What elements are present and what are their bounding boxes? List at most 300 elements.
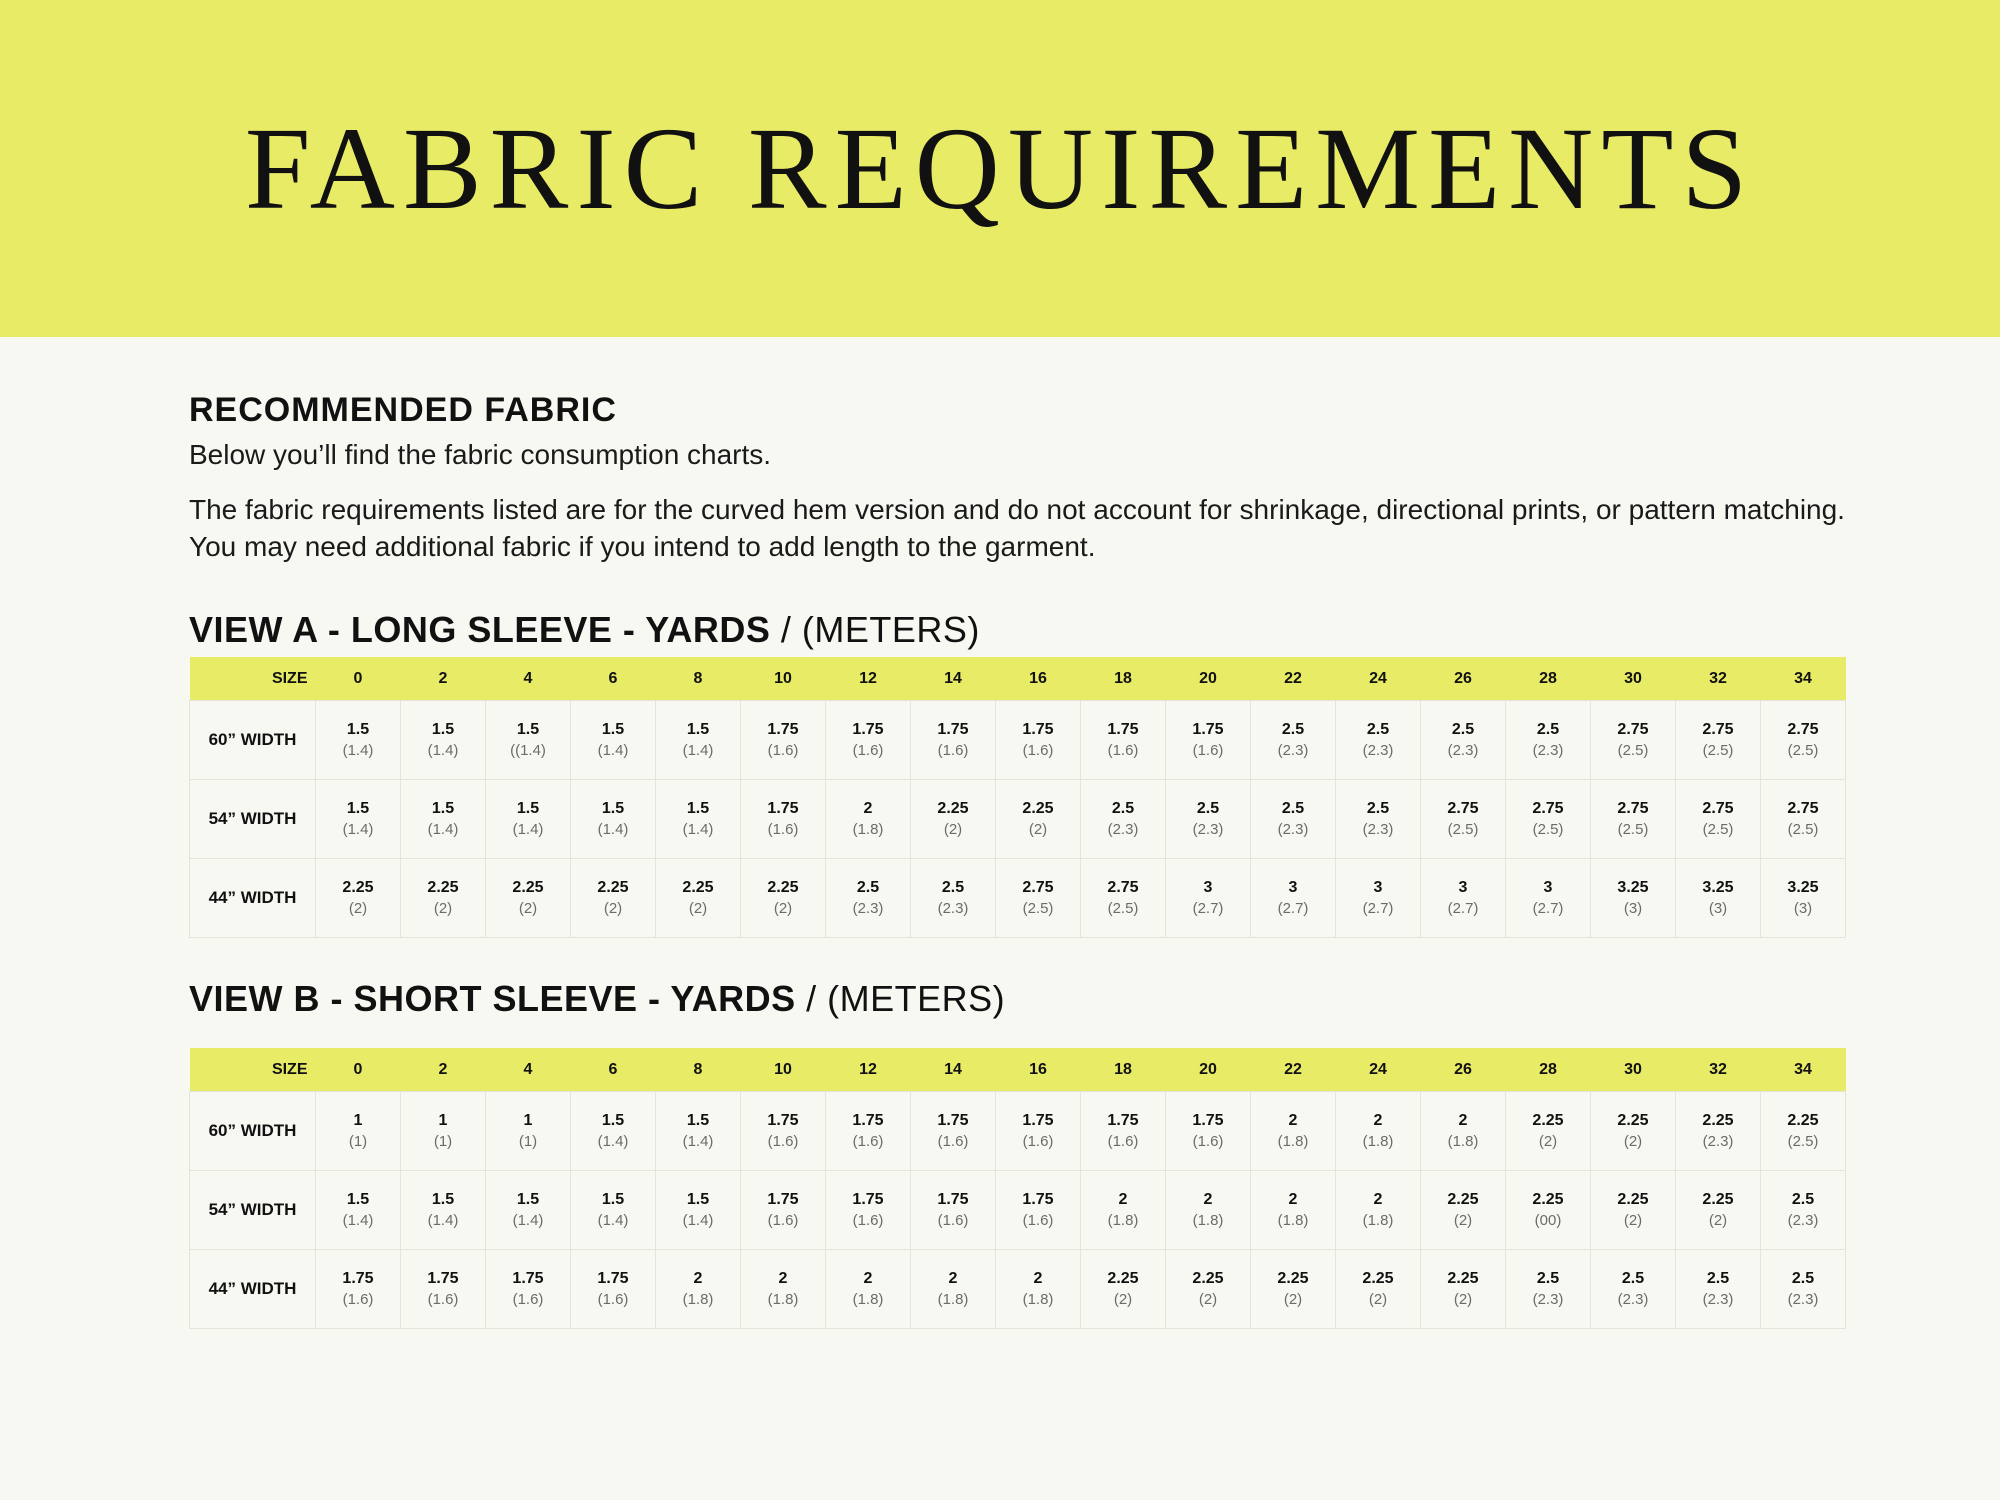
size-header-26: 26 [1421, 657, 1506, 701]
meters-value: (1.4) [597, 821, 629, 838]
meters-value: (2) [1708, 1212, 1728, 1229]
meters-value: (2) [1453, 1212, 1473, 1229]
size-header-28: 28 [1506, 657, 1591, 701]
table-cell [1081, 1250, 1166, 1329]
yards-value: 2.5 [1366, 721, 1390, 738]
meters-value: (2.5) [1787, 742, 1819, 759]
meters-value: (1.6) [767, 1133, 799, 1150]
yards-value: 3 [1458, 879, 1468, 896]
yards-value: 1.75 [427, 1270, 459, 1287]
table-cell [316, 859, 401, 938]
table-cell [1251, 1092, 1336, 1171]
meters-value: (1.6) [1022, 1133, 1054, 1150]
table-cell [1166, 859, 1251, 938]
size-header-18: 18 [1081, 1048, 1166, 1092]
yards-value: 2.25 [597, 879, 629, 896]
meters-value: (1.8) [937, 1291, 969, 1308]
yards-value: 2 [1288, 1191, 1298, 1208]
yards-value: 1.75 [767, 1191, 799, 1208]
yards-value: 2 [693, 1270, 703, 1287]
size-header-20: 20 [1166, 657, 1251, 701]
meters-value: (2) [433, 900, 453, 917]
yards-value: 3 [1203, 879, 1213, 896]
table-cell [401, 1092, 486, 1171]
table-cell [571, 1250, 656, 1329]
table-cell [486, 1171, 571, 1250]
table-cell [1761, 1092, 1846, 1171]
yards-value: 2.75 [1022, 879, 1054, 896]
meters-value: (1) [518, 1133, 538, 1150]
meters-value: (2.5) [1702, 821, 1734, 838]
table-cell [1506, 859, 1591, 938]
meters-value: (1.4) [682, 821, 714, 838]
yards-value: 2 [1118, 1191, 1128, 1208]
yards-value: 1.75 [937, 721, 969, 738]
yards-value: 2.25 [1022, 800, 1054, 817]
size-header-10: 10 [741, 657, 826, 701]
yards-value: 2.5 [1621, 1270, 1645, 1287]
meters-value: (1.4) [427, 821, 459, 838]
size-header-label: SIZE [190, 1048, 316, 1092]
meters-value: (2.3) [852, 900, 884, 917]
meters-value: (2.5) [1022, 900, 1054, 917]
yards-value: 2 [1373, 1191, 1383, 1208]
yards-value: 2.25 [1532, 1191, 1564, 1208]
size-header-22: 22 [1251, 1048, 1336, 1092]
yards-value: 1.75 [852, 721, 884, 738]
meters-value: (1.4) [427, 742, 459, 759]
yards-value: 2.25 [767, 879, 799, 896]
table-cell [571, 1092, 656, 1171]
meters-value: (2.3) [937, 900, 969, 917]
meters-value: (2) [1028, 821, 1048, 838]
meters-value: (3) [1793, 900, 1813, 917]
table-cell [1506, 1250, 1591, 1329]
meters-value: (1.8) [1277, 1133, 1309, 1150]
meters-value: (2) [1283, 1291, 1303, 1308]
meters-value: (2) [603, 900, 623, 917]
size-header-6: 6 [571, 657, 656, 701]
yards-value: 2.5 [1706, 1270, 1730, 1287]
meters-value: (1.4) [682, 1212, 714, 1229]
meters-value: (2) [1198, 1291, 1218, 1308]
meters-value: (2.3) [1277, 742, 1309, 759]
meters-value: (2) [1623, 1212, 1643, 1229]
table-cell [1761, 1250, 1846, 1329]
meters-value: (2.3) [1702, 1133, 1734, 1150]
yards-value: 1.75 [597, 1270, 629, 1287]
view-a-title [189, 609, 1845, 651]
table-cell [1761, 780, 1846, 859]
table-cell [1166, 780, 1251, 859]
table-cell [401, 780, 486, 859]
yards-value: 1.75 [937, 1191, 969, 1208]
size-header-8: 8 [656, 657, 741, 701]
row-width-label: 60” WIDTH [190, 701, 316, 780]
table-cell [656, 1250, 741, 1329]
table-cell [996, 1171, 1081, 1250]
yards-value: 2.5 [1451, 721, 1475, 738]
table-cell [1676, 859, 1761, 938]
table-cell [741, 701, 826, 780]
size-header-14: 14 [911, 657, 996, 701]
meters-value: (1.6) [1022, 1212, 1054, 1229]
yards-value: 3.25 [1787, 879, 1819, 896]
table-cell [571, 701, 656, 780]
table-cell [401, 1171, 486, 1250]
table-cell [1081, 859, 1166, 938]
table-cell [826, 701, 911, 780]
yards-value: 2.75 [1617, 800, 1649, 817]
view-b-title-units: / (METERS) [795, 978, 1006, 1019]
meters-value: (1.6) [1107, 742, 1139, 759]
table-cell [741, 780, 826, 859]
table-cell [996, 859, 1081, 938]
meters-value: (1.4) [597, 1133, 629, 1150]
table-cell [316, 1092, 401, 1171]
table-cell [401, 859, 486, 938]
size-header-row [190, 657, 1846, 701]
yards-value: 1.5 [431, 1191, 455, 1208]
table-row [190, 859, 1846, 938]
yards-value: 2 [863, 800, 873, 817]
meters-value: (2) [943, 821, 963, 838]
meters-value: (1.6) [767, 742, 799, 759]
table-cell [486, 1250, 571, 1329]
table-cell [1761, 701, 1846, 780]
table-cell [1251, 1171, 1336, 1250]
meters-value: ((1.4) [510, 742, 546, 759]
yards-value: 2.5 [1536, 721, 1560, 738]
meters-value: (1.8) [1107, 1212, 1139, 1229]
yards-value: 2.75 [1787, 800, 1819, 817]
meters-value: (1.6) [937, 742, 969, 759]
table-cell [1591, 1250, 1676, 1329]
yards-value: 2.5 [1366, 800, 1390, 817]
meters-value: (2) [1368, 1291, 1388, 1308]
yards-value: 2 [1033, 1270, 1043, 1287]
table-cell [1081, 701, 1166, 780]
table-cell [741, 1171, 826, 1250]
table-cell [1166, 1171, 1251, 1250]
table-cell [656, 780, 741, 859]
table-cell [316, 1250, 401, 1329]
table-cell [1591, 780, 1676, 859]
table-cell [1421, 1171, 1506, 1250]
size-header-30: 30 [1591, 657, 1676, 701]
yards-value: 2.25 [1702, 1191, 1734, 1208]
meters-value: (2.5) [1617, 821, 1649, 838]
size-header-12: 12 [826, 1048, 911, 1092]
table-cell [1336, 1171, 1421, 1250]
meters-value: (1.6) [342, 1291, 374, 1308]
meters-value: (1.8) [852, 821, 884, 838]
yards-value: 2.25 [1362, 1270, 1394, 1287]
meters-value: (2.3) [1192, 821, 1224, 838]
size-header-20: 20 [1166, 1048, 1251, 1092]
view-b-title-main: VIEW B - SHORT SLEEVE - YARDS [189, 978, 796, 1019]
main-content [0, 391, 1845, 1329]
meters-value: (3) [1708, 900, 1728, 917]
yards-value: 1.5 [686, 1191, 710, 1208]
table-cell [996, 1092, 1081, 1171]
yards-value: 1.75 [1107, 721, 1139, 738]
yards-value: 2.75 [1702, 721, 1734, 738]
table-row [190, 1250, 1846, 1329]
meters-value: (2.5) [1107, 900, 1139, 917]
yards-value: 3 [1288, 879, 1298, 896]
meters-value: (2) [1538, 1133, 1558, 1150]
table-cell [1676, 1171, 1761, 1250]
table-cell [1506, 780, 1591, 859]
meters-value: (2) [1623, 1133, 1643, 1150]
table-cell [1251, 1250, 1336, 1329]
yards-value: 3 [1373, 879, 1383, 896]
meters-value: (2.5) [1787, 821, 1819, 838]
yards-value: 1.75 [852, 1112, 884, 1129]
table-cell [486, 859, 571, 938]
yards-value: 1.5 [686, 1112, 710, 1129]
yards-value: 1.75 [1022, 721, 1054, 738]
table-cell [486, 780, 571, 859]
table-cell [401, 701, 486, 780]
meters-value: (1.6) [767, 1212, 799, 1229]
table-cell [1591, 701, 1676, 780]
yards-value: 1.75 [1107, 1112, 1139, 1129]
yards-value: 1.75 [1022, 1191, 1054, 1208]
table-cell [911, 1092, 996, 1171]
meters-value: (1.4) [512, 1212, 544, 1229]
yards-value: 1 [523, 1112, 533, 1129]
yards-value: 1.5 [516, 800, 540, 817]
row-width-label: 54” WIDTH [190, 780, 316, 859]
size-header-24: 24 [1336, 1048, 1421, 1092]
yards-value: 1.75 [767, 1112, 799, 1129]
yards-value: 2 [1203, 1191, 1213, 1208]
meters-value: (2.7) [1447, 900, 1479, 917]
meters-value: (2.3) [1362, 742, 1394, 759]
yards-value: 2.25 [427, 879, 459, 896]
table-cell [1421, 1250, 1506, 1329]
size-header-0: 0 [316, 657, 401, 701]
table-cell [1081, 1092, 1166, 1171]
meters-value: (1.8) [1277, 1212, 1309, 1229]
meters-value: (1.4) [342, 742, 374, 759]
meters-value: (1.4) [682, 1133, 714, 1150]
table-row [190, 701, 1846, 780]
yards-value: 2.25 [1617, 1191, 1649, 1208]
yards-value: 2.5 [1791, 1270, 1815, 1287]
meters-value: (2) [773, 900, 793, 917]
yards-value: 1.5 [431, 800, 455, 817]
meters-value: (2.3) [1532, 1291, 1564, 1308]
yards-value: 2.25 [682, 879, 714, 896]
table-cell [656, 701, 741, 780]
view-a-title-main: VIEW A - LONG SLEEVE - YARDS [189, 609, 771, 650]
table-cell [656, 859, 741, 938]
meters-value: (1.6) [597, 1291, 629, 1308]
meters-value: (3) [1623, 900, 1643, 917]
yards-value: 2.75 [1702, 800, 1734, 817]
meters-value: (2) [1453, 1291, 1473, 1308]
table-cell [1421, 701, 1506, 780]
meters-value: (2) [688, 900, 708, 917]
table-cell [741, 859, 826, 938]
meters-value: (2.3) [1702, 1291, 1734, 1308]
table-cell [656, 1171, 741, 1250]
size-header-4: 4 [486, 1048, 571, 1092]
yards-value: 2.25 [1107, 1270, 1139, 1287]
table-cell [1506, 1092, 1591, 1171]
yards-value: 1.5 [431, 721, 455, 738]
size-header-16: 16 [996, 657, 1081, 701]
table-cell [1591, 1092, 1676, 1171]
meters-value: (2.7) [1192, 900, 1224, 917]
yards-value: 1.75 [1192, 1112, 1224, 1129]
meters-value: (2.3) [1107, 821, 1139, 838]
yards-value: 1.5 [686, 721, 710, 738]
yards-value: 2.25 [1787, 1112, 1819, 1129]
table-cell [1336, 859, 1421, 938]
meters-value: (2) [518, 900, 538, 917]
meters-value: (1.6) [937, 1212, 969, 1229]
table-cell [316, 701, 401, 780]
table-cell [1506, 1171, 1591, 1250]
table-cell [1761, 1171, 1846, 1250]
table-cell [1506, 701, 1591, 780]
yards-value: 2 [1288, 1112, 1298, 1129]
yards-value: 2 [863, 1270, 873, 1287]
table-cell [826, 1171, 911, 1250]
yards-value: 2.5 [1196, 800, 1220, 817]
table-cell [911, 780, 996, 859]
meters-value: (1.8) [1362, 1212, 1394, 1229]
meters-value: (2.3) [1277, 821, 1309, 838]
meters-value: (2.7) [1362, 900, 1394, 917]
meters-value: (1.4) [427, 1212, 459, 1229]
yards-value: 2.25 [937, 800, 969, 817]
yards-value: 1.5 [686, 800, 710, 817]
meters-value: (2.7) [1277, 900, 1309, 917]
yards-value: 1.75 [1022, 1112, 1054, 1129]
meters-value: (1.8) [1362, 1133, 1394, 1150]
yards-value: 2.75 [1617, 721, 1649, 738]
meters-value: (1.6) [767, 821, 799, 838]
yards-value: 3.25 [1702, 879, 1734, 896]
size-header-28: 28 [1506, 1048, 1591, 1092]
yards-value: 1.5 [516, 721, 540, 738]
recommended-fabric-heading: RECOMMENDED FABRIC [189, 391, 617, 429]
yards-value: 1.5 [516, 1191, 540, 1208]
meters-value: (1) [433, 1133, 453, 1150]
table-cell [1251, 780, 1336, 859]
table-cell [571, 859, 656, 938]
table-cell [571, 1171, 656, 1250]
table-cell [486, 701, 571, 780]
meters-value: (1.8) [1022, 1291, 1054, 1308]
table-cell [316, 780, 401, 859]
view-a-title-units: / (METERS) [770, 609, 980, 650]
table-cell [1251, 701, 1336, 780]
view-a-table [189, 657, 1846, 938]
meters-value: (2.3) [1617, 1291, 1649, 1308]
note-text: The fabric requirements listed are for the curved hem version and do not account for shrinkage, directional prints, or pattern matching. You may need additional fabric if you intend to add length to the garment. [189, 494, 1845, 562]
yards-value: 2.25 [1532, 1112, 1564, 1129]
meters-value: (2.5) [1617, 742, 1649, 759]
size-header-26: 26 [1421, 1048, 1506, 1092]
table-cell [1336, 701, 1421, 780]
yards-value: 3 [1543, 879, 1553, 896]
table-cell [911, 1250, 996, 1329]
yards-value: 2 [1373, 1112, 1383, 1129]
meters-value: (1.6) [1022, 742, 1054, 759]
meters-value: (2.5) [1787, 1133, 1819, 1150]
table-cell [741, 1092, 826, 1171]
meters-value: (1.4) [342, 821, 374, 838]
meters-value: (1.4) [512, 821, 544, 838]
yards-value: 2.75 [1532, 800, 1564, 817]
yards-value: 1.75 [937, 1112, 969, 1129]
size-header-14: 14 [911, 1048, 996, 1092]
meters-value: (1.6) [427, 1291, 459, 1308]
yards-value: 1.75 [1192, 721, 1224, 738]
table-cell [1166, 701, 1251, 780]
size-header-0: 0 [316, 1048, 401, 1092]
table-cell [1676, 701, 1761, 780]
meters-value: (2.5) [1447, 821, 1479, 838]
table-cell [911, 859, 996, 938]
size-header-34: 34 [1761, 657, 1846, 701]
table-cell [1081, 1171, 1166, 1250]
yards-value: 1 [353, 1112, 363, 1129]
size-header-32: 32 [1676, 657, 1761, 701]
intro-text: Below you’ll find the fabric consumption charts. [189, 439, 772, 470]
row-width-label: 44” WIDTH [190, 859, 316, 938]
table-cell [1081, 780, 1166, 859]
table-cell [741, 1250, 826, 1329]
table-cell [996, 1250, 1081, 1329]
yards-value: 1.75 [852, 1191, 884, 1208]
table-cell [911, 1171, 996, 1250]
size-header-24: 24 [1336, 657, 1421, 701]
yards-value: 2.5 [1111, 800, 1135, 817]
table-cell [996, 780, 1081, 859]
meters-value: (1.6) [512, 1291, 544, 1308]
meters-value: (2.3) [1447, 742, 1479, 759]
meters-value: (00) [1534, 1212, 1562, 1229]
meters-value: (2.3) [1532, 742, 1564, 759]
size-header-8: 8 [656, 1048, 741, 1092]
size-header-10: 10 [741, 1048, 826, 1092]
meters-value: (2) [1113, 1291, 1133, 1308]
meters-value: (1) [348, 1133, 368, 1150]
yards-value: 1.75 [342, 1270, 374, 1287]
yards-value: 1 [438, 1112, 448, 1129]
table-cell [1336, 780, 1421, 859]
size-header-row [190, 1048, 1846, 1092]
meters-value: (1.4) [597, 742, 629, 759]
table-cell [1591, 859, 1676, 938]
table-cell [316, 1171, 401, 1250]
table-cell [1336, 1250, 1421, 1329]
yards-value: 2.5 [1791, 1191, 1815, 1208]
size-header-18: 18 [1081, 657, 1166, 701]
yards-value: 2.25 [1447, 1270, 1479, 1287]
row-width-label: 44” WIDTH [190, 1250, 316, 1329]
meters-value: (1.6) [852, 1212, 884, 1229]
table-cell [656, 1092, 741, 1171]
yards-value: 2.5 [856, 879, 880, 896]
